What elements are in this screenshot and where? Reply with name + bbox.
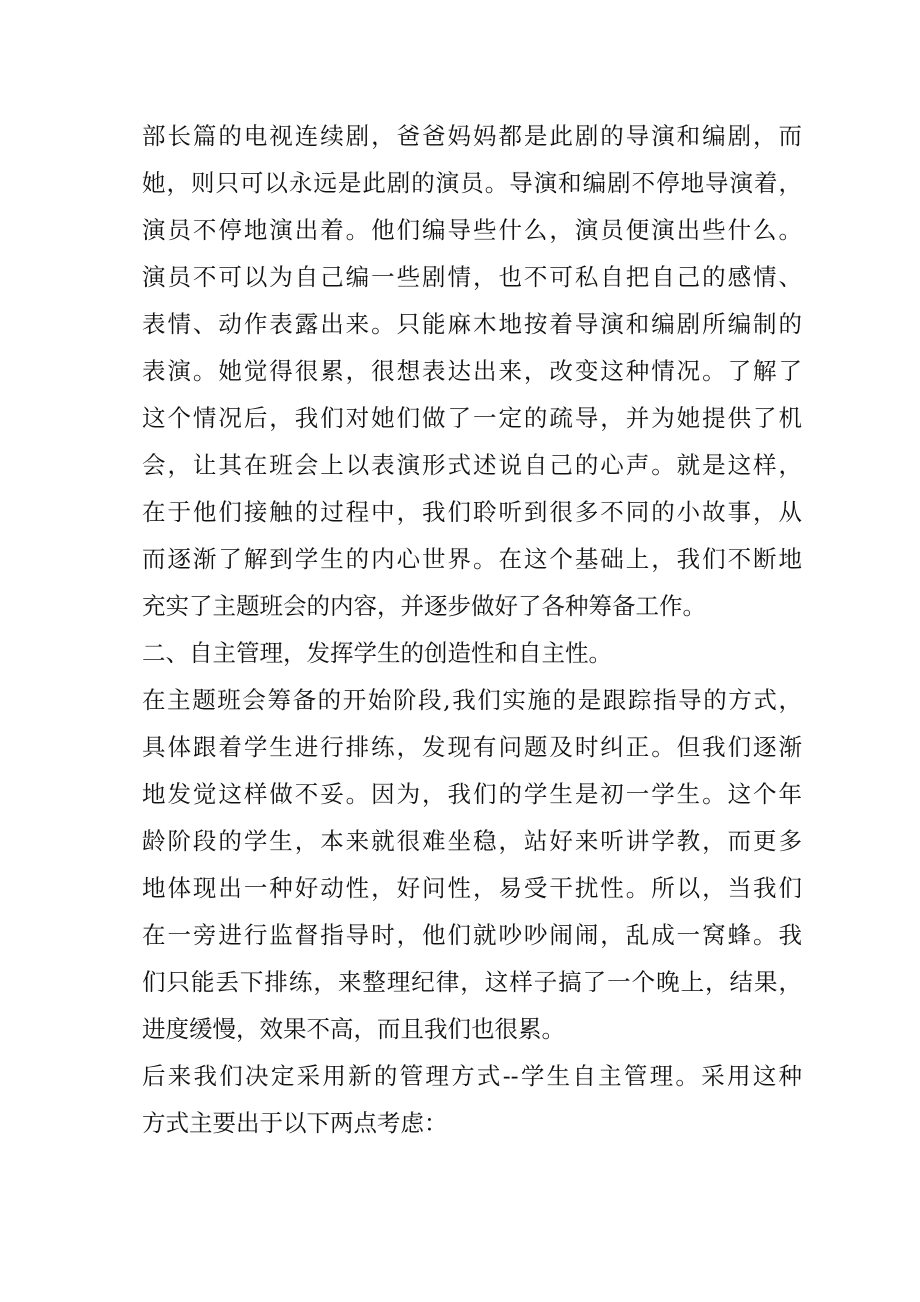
text-line: 进度缓慢，效果不高，而且我们也很累。	[142, 1015, 565, 1043]
text-line: 们只能丢下排练，来整理纪律，这样子搞了一个晚上，结果，	[142, 968, 802, 996]
text-line: 地发觉这样做不妥。因为，我们的学生是初一学生。这个年	[142, 780, 802, 808]
text-line: 具体跟着学生进行排练，发现有问题及时纠正。但我们逐渐	[142, 733, 802, 761]
text-line: 地体现出一种好动性，好问性，易受干扰性。所以，当我们	[142, 874, 802, 902]
text-line: 而逐渐了解到学生的内心世界。在这个基础上，我们不断地	[142, 545, 802, 573]
text-line: 在一旁进行监督指导时，他们就吵吵闹闹，乱成一窝蜂。我	[142, 921, 802, 949]
text-line: 会，让其在班会上以表演形式述说自己的心声。就是这样，	[142, 451, 802, 479]
text-line: 在主题班会筹备的开始阶段,我们实施的是跟踪指导的方式，	[142, 686, 802, 714]
text-line: 这个情况后，我们对她们做了一定的疏导，并为她提供了机	[142, 404, 802, 432]
text-line: 龄阶段的学生，本来就很难坐稳，站好来听讲学教，而更多	[142, 827, 802, 855]
text-line: 演员不可以为自己编一些剧情，也不可私自把自己的感情、	[142, 263, 802, 291]
text-line: 表演。她觉得很累，很想表达出来，改变这种情况。了解了	[142, 357, 802, 385]
text-line: 她，则只可以永远是此剧的演员。导演和编剧不停地导演着，	[142, 169, 802, 197]
text-line: 在于他们接触的过程中，我们聆听到很多不同的小故事，从	[142, 498, 802, 526]
text-line: 充实了主题班会的内容，并逐步做好了各种筹备工作。	[142, 592, 706, 620]
text-line: 表情、动作表露出来。只能麻木地按着导演和编剧所编制的	[142, 310, 802, 338]
body-text	[142, 113, 802, 1147]
text-line: 部长篇的电视连续剧，爸爸妈妈都是此剧的导演和编剧，而	[142, 122, 802, 150]
text-line: 后来我们决定采用新的管理方式--学生自主管理。采用这种	[142, 1062, 802, 1090]
text-line: 演员不停地演出着。他们编导些什么，演员便演出些什么。	[142, 216, 802, 244]
section-heading: 二、自主管理，发挥学生的创造性和自主性。	[142, 639, 612, 667]
text-line: 方式主要出于以下两点考虑：	[142, 1109, 448, 1137]
